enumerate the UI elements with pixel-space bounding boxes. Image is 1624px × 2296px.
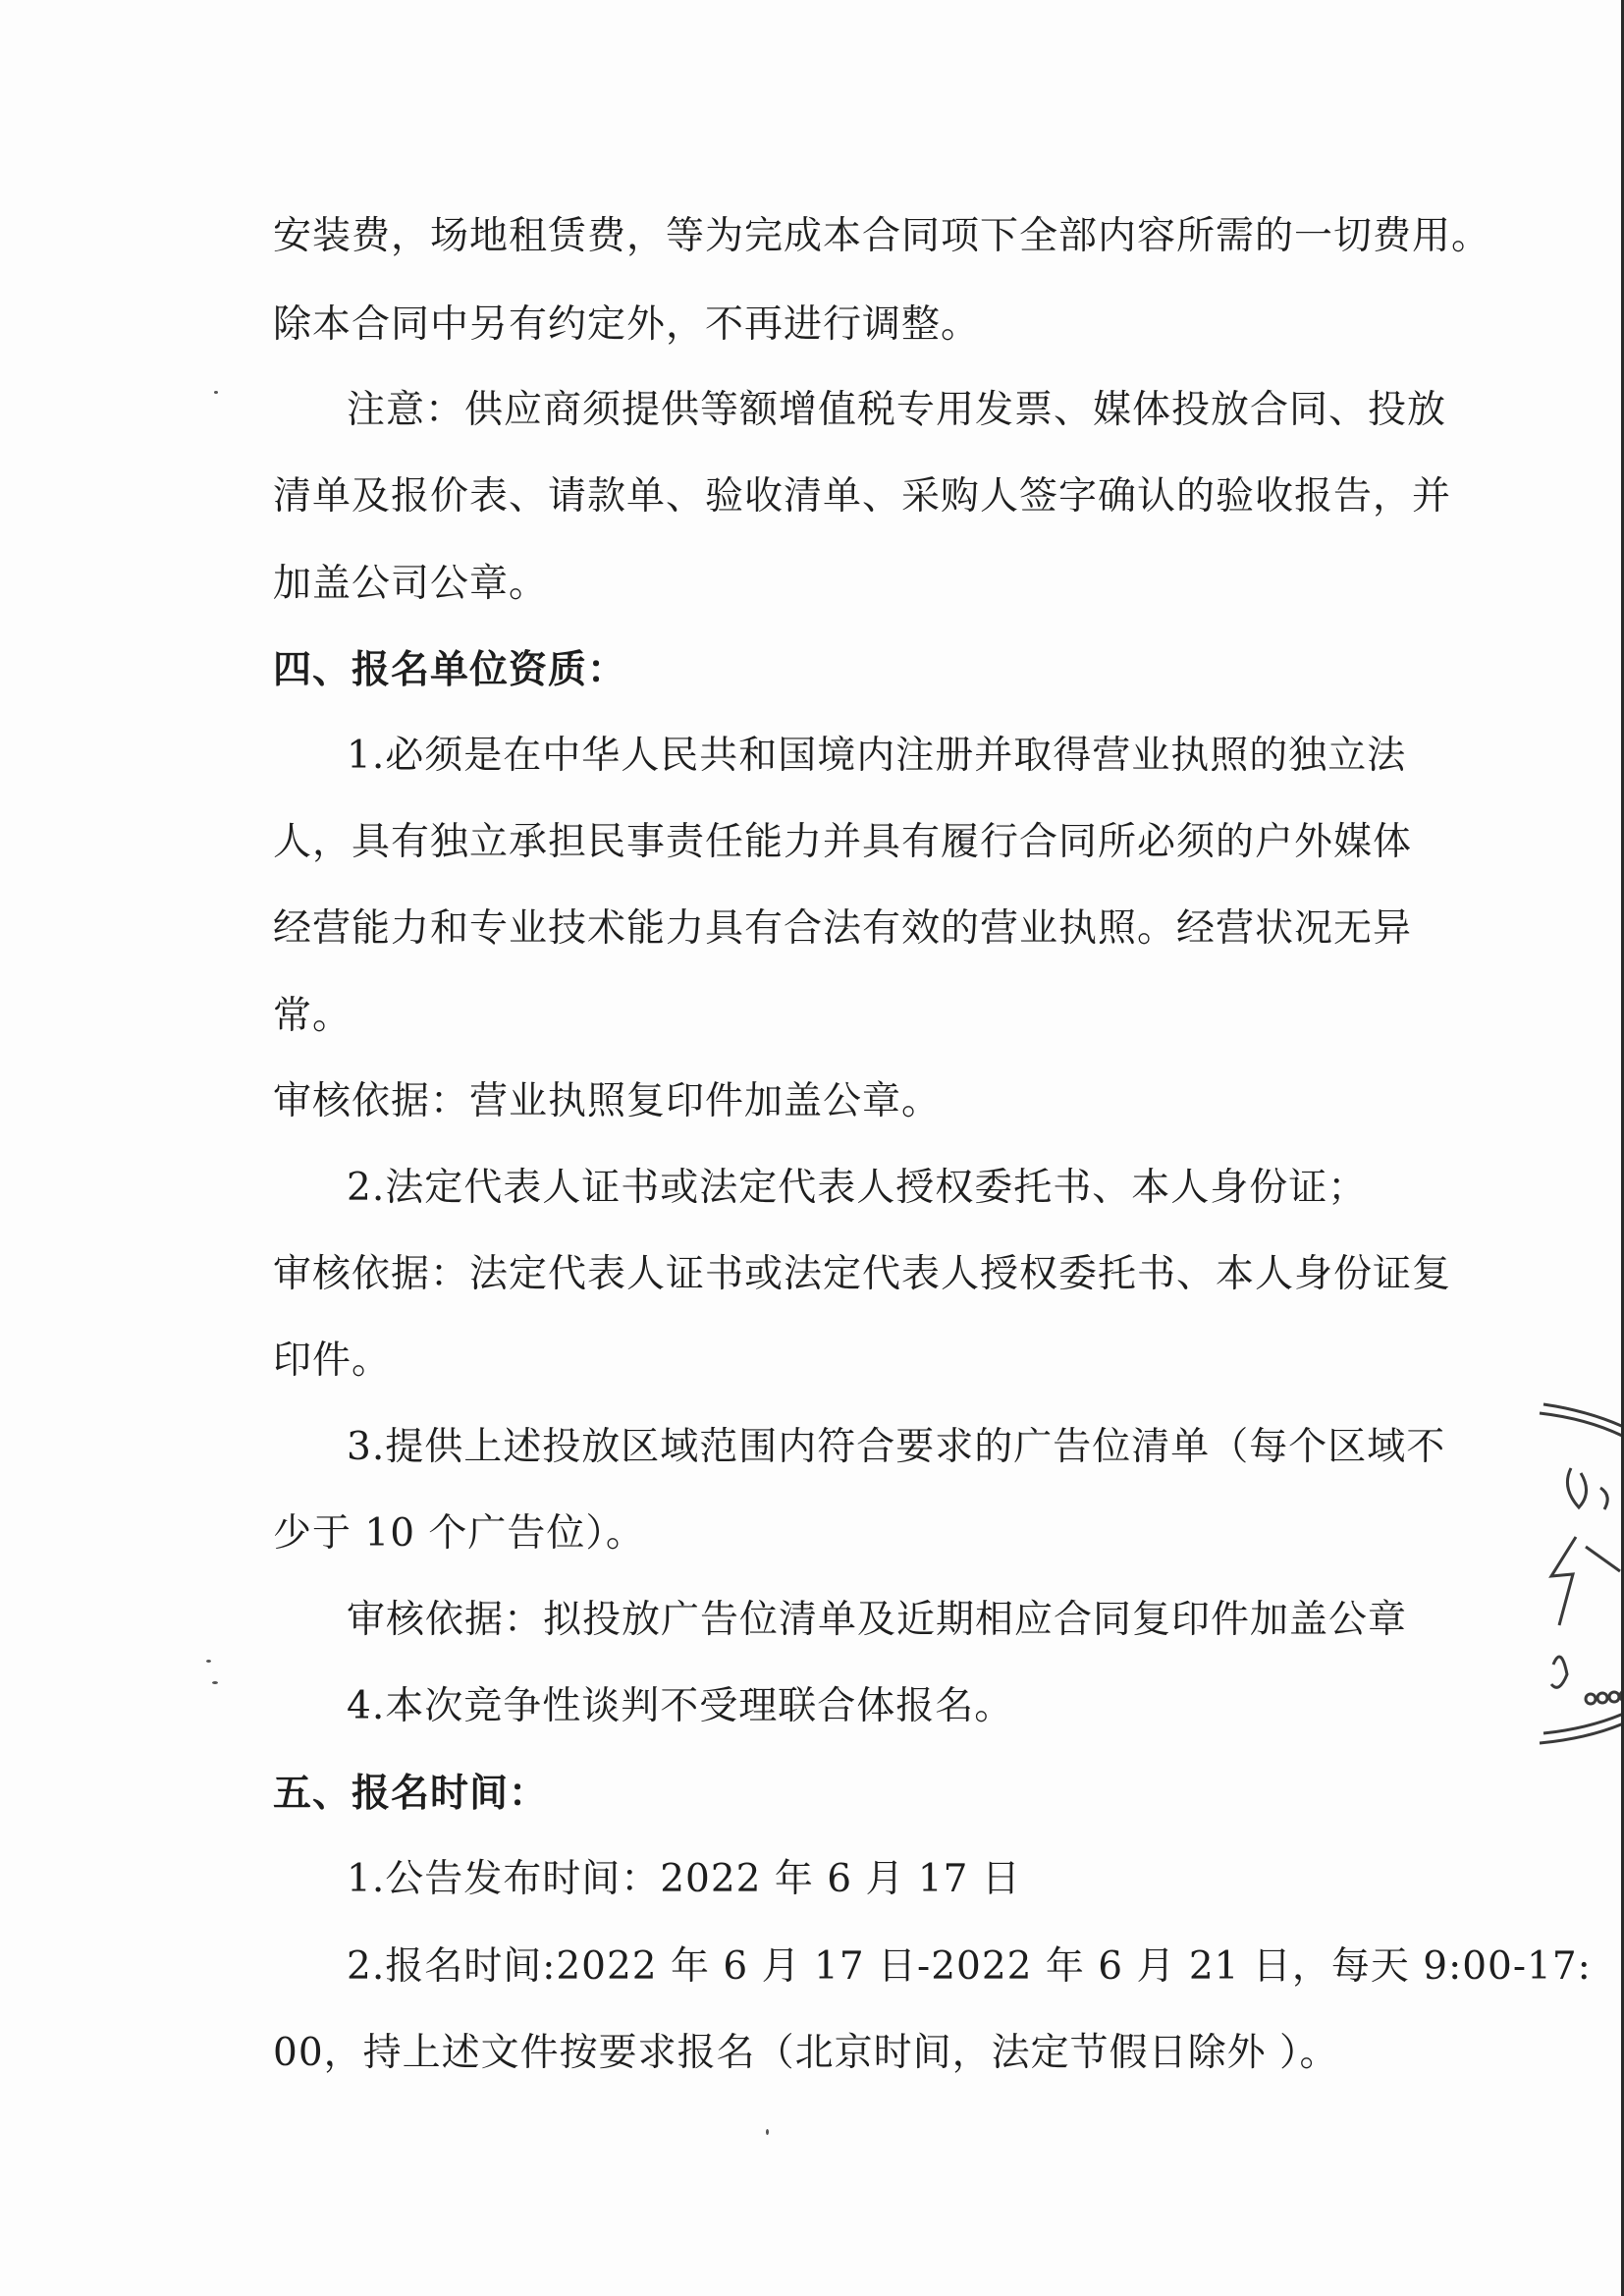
body-line: 1.公告发布时间：2022 年 6 月 17 日 <box>347 1857 1021 1901</box>
section-heading: 五、报名时间： <box>273 1771 549 1816</box>
body-line: 注意：供应商须提供等额增值税专用发票、媒体投放合同、投放 <box>347 388 1447 432</box>
body-line: 加盖公司公章。 <box>273 562 549 606</box>
body-line: 印件。 <box>273 1339 392 1383</box>
scan-speck <box>214 391 218 394</box>
body-line: 2.法定代表人证书或法定代表人授权委托书、本人身份证； <box>347 1166 1368 1210</box>
body-line: 4.本次竞争性谈判不受理联合体报名。 <box>347 1684 1014 1728</box>
body-line: 经营能力和专业技术能力具有合法有效的营业执照。经营状况无异 <box>273 906 1413 951</box>
body-line: 清单及报价表、请款单、验收清单、采购人签字确认的验收报告，并 <box>273 474 1452 519</box>
body-line: 少于 10 个广告位）。 <box>273 1511 645 1556</box>
body-line: 常。 <box>273 994 352 1038</box>
body-line: 人，具有独立承担民事责任能力并具有履行合同所必须的户外媒体 <box>273 820 1413 864</box>
body-line: 2.报名时间:2022 年 6 月 17 日-2022 年 6 月 21 日，每天 9:00-17: <box>347 1944 1592 1989</box>
scan-speck <box>212 1681 218 1684</box>
section-heading: 四、报名单位资质： <box>273 647 627 692</box>
body-line: 1.必须是在中华人民共和国境内注册并取得营业执照的独立法 <box>347 734 1407 778</box>
body-line: 3.提供上述投放区域范围内符合要求的广告位清单（每个区域不 <box>347 1425 1446 1469</box>
body-line: 审核依据：营业执照复印件加盖公章。 <box>273 1079 942 1123</box>
body-line: 除本合同中另有约定外，不再进行调整。 <box>273 302 981 347</box>
body-line: 审核依据：法定代表人证书或法定代表人授权委托书、本人身份证复 <box>273 1252 1452 1296</box>
body-line: 安装费，场地租赁费，等为完成本合同项下全部内容所需的一切费用。 <box>273 214 1491 258</box>
scan-speck <box>206 1660 211 1663</box>
body-line: 00，持上述文件按要求报名（北京时间，法定节假日除外 ）。 <box>273 2031 1339 2075</box>
official-seal-partial <box>1532 1399 1624 1763</box>
scan-speck <box>766 2129 769 2135</box>
body-line: 审核依据：拟投放广告位清单及近期相应合同复印件加盖公章 <box>347 1598 1408 1642</box>
